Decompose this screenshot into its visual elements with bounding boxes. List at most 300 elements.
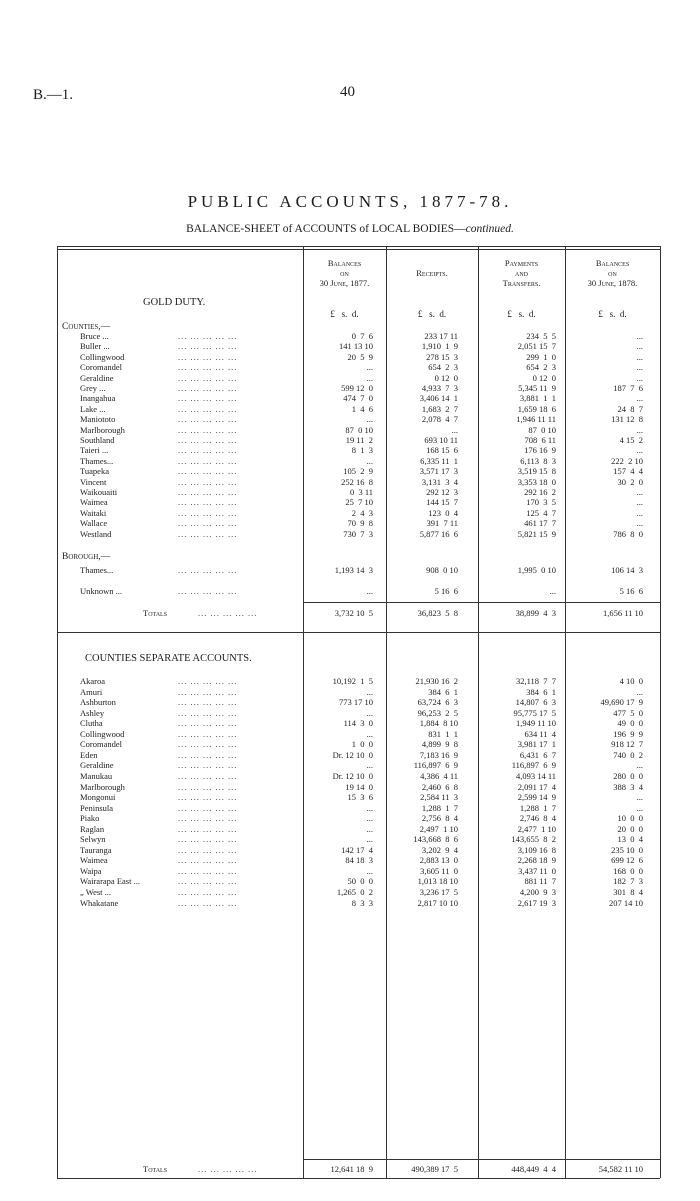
cell-c1: 1 4 6 [351,403,373,414]
cell-c1: 19 14 0 [345,781,373,792]
cell-c2: 144 15 7 [426,497,458,508]
cell-c2: ... [451,424,458,435]
row-label: Clutha [80,718,103,729]
row-label: Maniototo [80,414,116,425]
cell-c1: ... [366,834,373,845]
cell-c2: 384 6 1 [428,686,458,697]
cell-c4: ... [636,802,643,813]
leader-dots: ... ... ... ... ... [178,445,238,456]
table-row [58,813,658,823]
row-label: Thames... [80,565,114,575]
cell-c2: 116,897 6 9 [413,760,458,771]
cell-c4: 388 3 4 [613,781,643,792]
cell-c1: ... [366,455,373,466]
cell-c3: 4,093 14 11 [515,770,556,781]
cell-c1: ... [366,686,373,697]
totals-row [58,608,658,618]
header-line: Balances [595,258,630,268]
leader-dots: ... ... ... ... ... [178,728,238,739]
table-row [58,383,658,393]
row-label: Geraldine [80,372,114,383]
table-row [58,331,658,341]
leader-dots: ... ... ... ... ... [178,760,238,771]
table-row [58,697,658,707]
cell-c2: 3,605 11 0 [420,865,458,876]
leader-dots: ... ... ... ... ... [178,697,238,708]
cell-c4: 301 8 4 [613,887,643,897]
units-c1: £ s. d. [330,309,359,319]
leader-dots: ... ... ... ... ... [178,341,238,352]
table-row [58,477,658,487]
cell-c1: 50 0 0 [347,876,373,887]
column-header-balances-1877 [303,258,386,288]
cell-c4: ... [636,792,643,803]
table-row [58,393,658,403]
cell-c2: 4,386 4 11 [420,770,458,781]
leader-dots: ... ... ... ... ... [178,813,238,824]
cell-c3: 95,775 17 5 [513,707,556,718]
cell-c2: 233 17 11 [424,331,458,341]
cell-c1: 20 5 9 [347,351,373,362]
gold-duty-heading: GOLD DUTY. [143,297,206,308]
page-number: 40 [340,84,355,100]
cell-c3: 2,051 15 7 [517,341,556,352]
cell-c1: 773 17 10 [339,697,373,708]
table-bottom-border [57,1178,660,1179]
cell-c1: ... [366,728,373,739]
leader-dots: ... ... ... ... ... [178,331,238,341]
cell-c3: 170 3 5 [526,497,556,508]
cell-c4: ... [636,497,643,508]
leader-dots: ... ... ... ... ... [178,476,238,487]
table-row [58,341,658,351]
leader-dots: ... ... ... ... ... [178,466,238,477]
cell-c3: 634 11 4 [524,728,556,739]
cell-c1: 87 0 10 [345,424,373,435]
cell-c4: 207 14 10 [609,897,643,908]
leader-dots: ... ... ... ... ... [178,792,238,803]
row-label: Waimea [80,855,108,866]
cell-c2: 908 0 10 [426,565,458,575]
leader-dots: ... ... ... ... ... [198,608,258,618]
table-row [58,729,658,739]
cell-c2: 1,910 1 9 [421,341,458,352]
table-row [58,404,658,414]
table-row [58,529,658,539]
separate-accounts-heading: COUNTIES SEPARATE ACCOUNTS. [85,653,252,664]
cell-c1: Dr. 12 10 0 [332,749,373,760]
cell-c1: 8 1 3 [351,445,373,456]
borough-label: Borough,— [62,552,111,562]
row-label: „ West ... [80,887,112,897]
cell-c4: 4 10 0 [619,676,643,686]
table-row [58,565,658,575]
cell-c4: 280 0 0 [613,770,643,781]
table-row [58,708,658,718]
row-label: Taieri ... [80,445,109,456]
cell-c4: 4 15 2 [619,435,643,445]
cell-c4: 196 9 9 [613,728,643,739]
cell-c2: 4,933 7 3 [421,383,458,393]
cell-c3: 5,821 15 9 [517,528,556,539]
table-row [58,414,658,424]
table-row [58,497,658,507]
leader-dots: ... ... ... ... ... [178,749,238,760]
cell-c2: 2,078 4 7 [421,414,458,425]
cell-c1: ... [366,760,373,771]
cell-c3: 4,200 9 3 [519,887,556,897]
header-line: Transfers. [502,278,541,288]
leader-dots: ... ... ... ... ... [178,586,238,596]
cell-c4: 5 16 6 [619,586,643,596]
row-label: Westland [80,528,112,539]
separate-totals-rule [303,1159,660,1160]
cell-c3: 32,118 7 7 [515,676,556,686]
cell-c2: 2,497 1 10 [419,823,458,834]
page-subtitle [0,223,700,235]
row-label: Southland [80,435,115,445]
row-label: Manukau [80,770,113,781]
cell-c2: 5,877 16 6 [419,528,458,539]
leader-dots: ... ... ... ... ... [178,739,238,750]
cell-c3: 14,807 6 3 [515,697,556,708]
cell-c3: 234 5 5 [526,331,556,341]
cell-c4: 49,690 17 9 [600,697,643,708]
leader-dots: ... ... ... ... ... [178,414,238,425]
table-row [58,750,658,760]
cell-c3: 6,431 6 7 [519,749,556,760]
cell-c2: 490,389 17 5 [411,1164,458,1174]
leader-dots: ... ... ... ... ... [178,487,238,497]
table-top-border-inner [57,249,660,250]
cell-c1: ... [366,362,373,373]
cell-c2: 278 15 3 [426,351,458,362]
row-label: Lake ... [80,403,106,414]
table-row [58,687,658,697]
column-header-payments [478,258,565,288]
cell-c3: 2,746 8 4 [519,813,556,824]
cell-c4: ... [636,341,643,352]
cell-c2: 391 7 11 [426,518,458,529]
cell-c4: ... [636,372,643,383]
row-label: Vincent [80,476,107,487]
cell-c2: 2,883 13 0 [419,855,458,866]
table-row [58,586,658,596]
row-label: Marlborough [80,781,125,792]
cell-c2: 2,460 6 8 [421,781,458,792]
cell-c3: 448,449 4 4 [511,1164,556,1174]
cell-c2: 96,253 2 5 [417,707,458,718]
row-label: Selwyn [80,834,106,845]
cell-c4: 168 0 0 [613,865,643,876]
row-label: Tuapeka [80,466,109,477]
leader-dots: ... ... ... ... ... [178,718,238,729]
cell-c2: 693 10 11 [424,435,458,445]
cell-c4: ... [636,518,643,529]
cell-c4: ... [636,760,643,771]
leader-dots: ... ... ... ... ... [178,897,238,908]
cell-c4: 477 5 0 [613,707,643,718]
table-row [58,456,658,466]
subtitle-continued: continued. [465,223,514,235]
leader-dots: ... ... ... ... ... [178,372,238,383]
cell-c4: 740 0 2 [613,749,643,760]
cell-c2: 21,930 16 2 [415,676,458,686]
row-label: Waimea [80,497,108,508]
cell-c4: ... [636,351,643,362]
column-header-receipts [386,268,478,278]
table-row [58,845,658,855]
column-header-balances-1878 [565,258,660,288]
cell-c2: 5 16 6 [434,586,458,596]
cell-c3: 1,949 11 10 [515,718,556,729]
leader-dots: ... ... ... ... ... [178,518,238,529]
row-label: Amuri [80,686,103,697]
cell-c4: ... [636,507,643,518]
table-row [58,445,658,455]
cell-c3: 5,345 11 9 [518,383,556,393]
leader-dots: ... ... ... ... ... [178,887,238,897]
cell-c4: 49 0 0 [617,718,643,729]
units-c3: £ s. d. [507,309,536,319]
cell-c2: 3,236 17 5 [419,887,458,897]
cell-c2: 63,724 6 3 [417,697,458,708]
cell-c2: 654 2 3 [428,362,458,373]
row-label: Grey ... [80,383,106,393]
cell-c1: 599 12 0 [341,383,373,393]
leader-dots: ... ... ... ... ... [178,455,238,466]
table-row [58,803,658,813]
row-label: Wallace [80,518,108,529]
cell-c2: 36,823 5 8 [417,608,458,618]
cell-c3: 384 6 1 [526,686,556,697]
cell-c4: 786 8 0 [613,528,643,539]
table-row [58,435,658,445]
cell-c2: 4,899 9 8 [421,739,458,750]
cell-c1: 2 4 3 [351,507,373,518]
cell-c3: 1,995 0 10 [517,565,556,575]
cell-c4: 54,582 11 10 [598,1164,643,1174]
cell-c4: 918 12 7 [611,739,643,750]
cell-c3: 3,353 18 0 [517,476,556,487]
table-row [58,487,658,497]
cell-c4: 10 0 0 [617,813,643,824]
row-label: Coromandel [80,739,123,750]
cell-c2: 1,683 2 7 [421,403,458,414]
table-row [58,876,658,886]
row-label: Totals [143,608,168,618]
cell-c4: 131 12 8 [611,414,643,425]
cell-c3: 2,091 17 4 [517,781,556,792]
header-line: Payments [504,258,539,268]
row-label: Eden [80,749,98,760]
table-row [58,792,658,802]
leader-dots: ... ... ... ... ... [178,707,238,718]
row-label: Buller ... [80,341,110,352]
cell-c4: ... [636,331,643,341]
cell-c4: ... [636,362,643,373]
cell-c1: ... [366,813,373,824]
header-line: on [340,268,349,278]
document-code: B.—1. [33,87,74,103]
cell-c3: 3,519 15 8 [517,466,556,477]
units-c2: £ s. d. [417,309,447,319]
leader-dots: ... ... ... ... ... [178,435,238,445]
cell-c1: 70 9 8 [347,518,373,529]
table-row [58,898,658,908]
cell-c1: ... [366,802,373,813]
cell-c3: 2,617 19 3 [517,897,556,908]
cell-c1: 10,192 1 5 [332,676,373,686]
cell-c2: 0 12 0 [434,372,458,383]
cell-c1: 25 7 10 [345,497,373,508]
cell-c4: 222 2 10 [611,455,643,466]
row-label: Akaroa [80,676,106,686]
gold-totals-rule [303,602,660,603]
cell-c3: 6,113 8 3 [520,455,556,466]
cell-c1: ... [366,865,373,876]
row-label: Waipa [80,865,102,876]
units-c4: £ s. d. [598,309,627,319]
cell-c2: 123 0 4 [428,507,458,518]
leader-dots: ... ... ... ... ... [178,802,238,813]
totals-row [58,1164,658,1174]
cell-c3: 0 12 0 [532,372,556,383]
cell-c3: 1,946 11 11 [516,414,556,425]
table-row [58,866,658,876]
leader-dots: ... ... ... ... ... [178,565,238,575]
table-row [58,834,658,844]
cell-c2: 7,183 16 9 [419,749,458,760]
cell-c3: 708 6 11 [524,435,556,445]
cell-c1: 142 17 4 [341,844,373,855]
cell-c1: 1 0 0 [351,739,373,750]
row-label: Mongonui [80,792,116,803]
cell-c1: 105 2 9 [343,466,373,477]
cell-c2: 3,131 3 4 [421,476,458,487]
row-label: Piako [80,813,100,824]
cell-c2: 168 15 6 [426,445,458,456]
leader-dots: ... ... ... ... ... [178,507,238,518]
cell-c3: 125 4 7 [526,507,556,518]
leader-dots: ... ... ... ... ... [178,770,238,781]
cell-c4: ... [636,393,643,404]
cell-c4: 13 0 4 [617,834,643,845]
table-row [58,508,658,518]
cell-c3: 116,897 6 9 [511,760,556,771]
page-title: PUBLIC ACCOUNTS, 1877-78. [187,192,513,211]
row-label: Peninsula [80,802,114,813]
leader-dots: ... ... ... ... ... [178,497,238,508]
row-label: Geraldine [80,760,114,771]
subtitle-main: BALANCE-SHEET of ACCOUNTS of LOCAL BODIES— [186,223,466,235]
cell-c4: 106 14 3 [611,565,643,575]
cell-c1: 15 3 6 [347,792,373,803]
table-row [58,373,658,383]
row-label: Waikouaiti [80,487,118,497]
cell-c4: 699 12 6 [611,855,643,866]
leader-dots: ... ... ... ... ... [198,1164,258,1174]
row-label: Raglan [80,823,105,834]
leader-dots: ... ... ... ... ... [178,823,238,834]
cell-c1: ... [366,586,373,596]
header-line: Balances [327,258,362,268]
row-label: Whakatane [80,897,119,908]
cell-c3: 3,437 11 0 [518,865,556,876]
row-label: Ashburton [80,697,116,708]
cell-c1: 141 13 10 [339,341,373,352]
cell-c4: 30 2 0 [617,476,643,487]
cell-c3: 2,477 1 10 [517,823,556,834]
cell-c3: 881 11 7 [524,876,556,887]
cell-c1: 84 18 3 [345,855,373,866]
cell-c1: 1,193 14 3 [334,565,373,575]
cell-c4: 24 8 7 [617,403,643,414]
cell-c2: 2,584 11 3 [420,792,458,803]
cell-c3: 654 2 3 [526,362,556,373]
cell-c2: 3,202 9 4 [421,844,458,855]
table-row [58,518,658,528]
cell-c4: 182 7 3 [613,876,643,887]
row-label: Totals [143,1164,168,1174]
cell-c1: 114 3 0 [343,718,373,729]
header-line: Receipts. [416,268,448,278]
row-label: Inangahua [80,393,116,404]
table-row [58,739,658,749]
cell-c2: 3,406 14 1 [419,393,458,404]
cell-c1: ... [366,372,373,383]
cell-c4: 157 4 4 [613,466,643,477]
table-row [58,466,658,476]
cell-c2: 6,335 11 1 [420,455,458,466]
cell-c2: 831 1 1 [428,728,458,739]
cell-c3: 3,109 16 8 [517,844,556,855]
cell-c2: 2,756 8 4 [421,813,458,824]
cell-c2: 1,013 18 10 [417,876,458,887]
cell-c1: 474 7 0 [343,393,373,404]
table-row [58,855,658,865]
cell-c1: 12,641 18 9 [330,1164,373,1174]
cell-c2: 143,668 8 6 [413,834,458,845]
cell-c2: 1,288 1 7 [421,802,458,813]
row-label: Waitaki [80,507,107,518]
cell-c1: 0 7 6 [351,331,373,341]
table-row [58,887,658,897]
row-label: Ashley [80,707,105,718]
row-label: Collingwood [80,728,125,739]
leader-dots: ... ... ... ... ... [178,393,238,404]
cell-c3: 38,899 4 3 [515,608,556,618]
table-row [58,718,658,728]
leader-dots: ... ... ... ... ... [178,781,238,792]
leader-dots: ... ... ... ... ... [178,403,238,414]
cell-c4: 235 10 0 [611,844,643,855]
cell-c3: 87 0 10 [528,424,556,435]
leader-dots: ... ... ... ... ... [178,876,238,887]
cell-c1: 0 3 11 [349,487,373,497]
cell-c3: 176 16 9 [524,445,556,456]
cell-c4: ... [636,487,643,497]
table-row [58,425,658,435]
row-label: Coromandel [80,362,123,373]
table-row [58,771,658,781]
row-label: Bruce ... [80,331,109,341]
cell-c3: 143,655 8 2 [511,834,556,845]
cell-c4: ... [636,686,643,697]
row-label: Collingwood [80,351,125,362]
leader-dots: ... ... ... ... ... [178,383,238,393]
cell-c2: 2,817 10 10 [417,897,458,908]
